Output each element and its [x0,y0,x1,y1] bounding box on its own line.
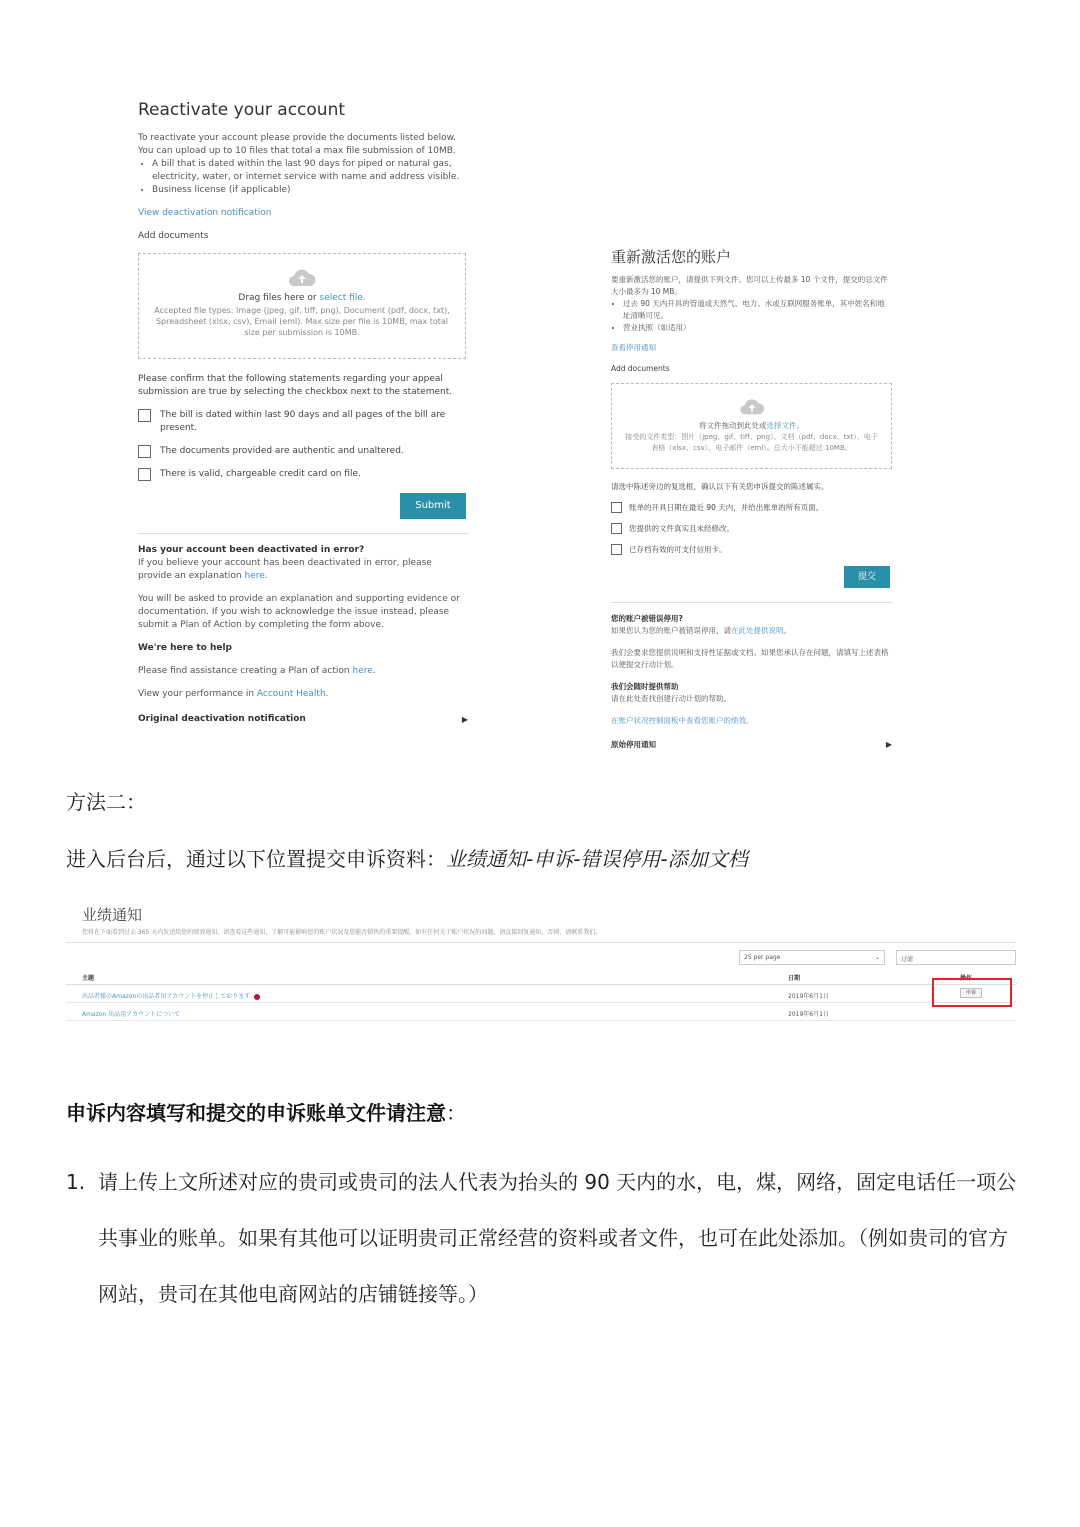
en-form-title: Reactivate your account [138,100,346,120]
en-original-notification-toggle[interactable] [138,713,468,726]
triangle-right-icon: ▶ [461,715,468,724]
cn-intro-text: 要重新激活您的账户，请提供下列文件。您可以上传最多 10 个文件，提交的总文件大小最多为 10 MB。 [611,275,888,296]
path-prefix: 进入后台后，通过以下位置提交申诉资料： [66,847,446,871]
cn-accepted-types: 接受的文件类型：图片（jpeg、gif、tiff、png）、文档（pdf、docx、txt）、电子表格（xlsx、csv）、电子邮件（eml）。总大小不能超过 10MB。 [625,433,878,452]
cn-perf-link[interactable]: 在账户状况控制面板中查看您账户的绩效。 [611,716,754,725]
filter-placeholder: 过滤 [901,956,914,963]
unread-dot-icon [254,994,260,1000]
en-add-documents-label: Add documents [138,231,209,241]
list-item-text: 请上传上文所述对应的贵司或贵司的法人代表为抬头的 90 天内的水，电，煤，网络，固定电话任一项公共事业的账单。如果有其他可以证明贵司正常经营的资料或者文件，也可在此处添加。（例如贵司的官方网站，贵司在其他电商网站的店铺链接等。） [98,1170,1017,1306]
appeal-button[interactable]: 申诉 [960,988,982,998]
en-checkbox-label: The documents provided are authentic and unaltered. [160,446,404,456]
en-checkbox-row[interactable] [138,445,468,458]
notification-subject-link[interactable] [82,991,260,1000]
cn-add-documents-label: Add documents [611,364,670,373]
en-drop-text: Drag files here or [238,293,317,303]
path-line [66,844,748,874]
checkbox[interactable] [138,468,151,481]
col-subject: 主题 [82,975,95,982]
cn-checkbox-label: 已存档有效的可支付信用卡。 [629,545,727,554]
en-original-label: Original deactivation notification [138,714,306,724]
checkbox[interactable] [611,502,622,513]
divider [138,533,468,534]
divider [66,942,1016,943]
filter-input[interactable] [896,950,1016,965]
en-intro-text: To reactivate your account please provide the documents listed below. You can upload up to 10 files that total a max file submission of 10MB. [138,133,457,156]
cn-drop-text: 将文件拖动到此处或 [699,421,767,430]
appeal-highlight-box [932,978,1012,1007]
en-help-title: We're here to help [138,643,232,653]
cn-original-notification-toggle[interactable] [611,739,892,751]
triangle-right-icon: ▶ [885,740,892,749]
cn-view-notification-link[interactable]: 查看停用通知 [611,343,656,352]
cloud-upload-icon [738,398,766,416]
notification-date: 2019年6月1日 [788,993,829,1000]
en-error-text-line: If you believe your account has been deactivated in error, please provide an explanation here. [138,558,432,581]
cn-checkbox-label: 账单的开具日期在最近 90 天内，并给出账单的所有页面。 [629,503,824,512]
en-select-file-link[interactable]: select file. [319,293,366,303]
en-plan-here-link[interactable]: here [352,666,373,676]
cn-error-text-line: 如果您认为您的账户被错误停用，请在此处提供说明。 [611,626,791,635]
en-accepted-types: Accepted file types: Image (jpeg, gif, tiff, png), Document (pdf, docx, txt), Spreadsheet (xlsx, csv), Email (eml). Max size per file is 10MB, max total size per submission is 10MB. [154,306,450,337]
cn-reactivate-form [611,246,892,751]
en-explain-text: You will be asked to provide an explanation and supporting evidence or documentation. If you wish to acknowledge the issue instead, please submit a Plan of Action by completing the form above. [138,594,460,630]
en-account-health-link[interactable]: Account Health [256,689,326,699]
checkbox[interactable] [611,523,622,534]
subject-text: 出品者様のAmazonの出品者用アカウントを停止しております [82,993,251,1000]
cn-checkbox-row[interactable] [611,523,892,535]
checkbox[interactable] [138,409,151,422]
en-submit-button[interactable]: Submit [400,493,466,519]
table-row [66,1003,1016,1021]
en-requirement-item: • A bill that is dated within the last 90 days for piped or natural gas, electricity, water, or internet service with name and address visible. [152,158,468,184]
chevron-down-icon: ⌄ [874,954,880,961]
notice-heading [66,1098,466,1128]
numbered-list-item [66,1154,1026,1322]
list-number: 1. [66,1170,86,1194]
en-perf-text: View your performance in [138,689,255,699]
cn-checkbox-row[interactable] [611,544,892,556]
table-header [66,969,1016,985]
en-perf-line: View your performance in Account Health. [138,689,329,699]
cn-confirm-text: 请选中陈述旁边的复选框，确认以下有关您申诉提交的陈述属实。 [611,482,829,491]
cn-error-here-link[interactable]: 在此处提供说明 [731,626,784,635]
performance-notifications-panel [66,904,1016,1028]
perf-description: 您将在下面看到过去 365 天内发送给您的绩效通知。请查看这些通知，了解可能影响您的账户状况及您能否销售的重要提醒。如有任何关于账户状况的问题，请直接回复通知。否则，请联系我们。 [82,929,602,936]
en-error-text: If you believe your account has been deactivated in error, please provide an explanation [138,558,432,581]
notice-heading-text: 申诉内容填写和提交的申诉账单文件请注意 [66,1101,446,1125]
cn-error-text: 如果您认为您的账户被错误停用，请 [611,626,731,635]
checkbox[interactable] [611,544,622,555]
en-help-text: Please find assistance creating a Plan of action [138,666,350,676]
table-row [66,985,1016,1003]
en-checkbox-row[interactable] [138,468,468,481]
perf-title: 业绩通知 [82,906,143,924]
en-checkbox-label: There is valid, chargeable credit card on file. [160,469,361,479]
path-breadcrumb: 业绩通知-申诉-错误停用-添加文档 [446,847,748,871]
en-reactivate-form [138,98,468,726]
en-drop-text-line [139,292,465,305]
method-two-label: 方法二： [66,790,146,814]
cloud-upload-icon [287,268,317,288]
notice-heading-colon: ： [446,1101,466,1125]
cn-explain-text: 我们会要求您提供说明和支持性证据或文档。如果您承认存在问题，请填写上述表格以便提交行动计划。 [611,648,889,669]
cn-select-file-link[interactable]: 选择文件。 [766,421,804,430]
en-checkbox-row[interactable] [138,409,468,435]
per-page-select[interactable] [739,950,885,965]
cn-original-label: 原始停用通知 [611,740,656,749]
cn-requirements-list [623,298,892,334]
checkbox[interactable] [138,445,151,458]
cn-error-question: 您的账户被错误停用? [611,614,683,623]
en-help-line: Please find assistance creating a Plan of action here. [138,666,376,676]
en-requirement-item: • Business license (if applicable) [152,184,468,197]
en-requirements-list [152,158,468,197]
col-date: 日期 [788,975,801,982]
cn-help-text: 请在此处查找创建行动计划的帮助。 [611,694,731,703]
notification-subject-link[interactable]: Amazon 出品用アカウントについて [82,1011,180,1018]
notification-date: 2019年6月1日 [788,1011,829,1018]
en-view-notification-link[interactable]: View deactivation notification [138,208,272,218]
cn-help-title: 我们会随时提供帮助 [611,682,679,691]
cn-form-title: 重新激活您的账户 [611,248,732,266]
en-here-link[interactable]: here [244,571,265,581]
cn-requirement-item: • 营业执照（如适用） [623,322,892,334]
en-error-question: Has your account been deactivated in error? [138,545,365,555]
en-confirm-text: Please confirm that the following statements regarding your appeal submission are true by selecting the checkbox next to the statement. [138,374,453,397]
per-page-value: 25 per page [744,954,781,961]
cn-file-drop-zone[interactable] [611,383,892,469]
cn-checkbox-label: 您提供的文件真实且未经修改。 [629,524,734,533]
divider [611,602,892,603]
col-action: 操作 [960,975,973,982]
cn-submit-button[interactable]: 提交 [844,566,890,588]
cn-requirement-item: • 过去 90 天内开具的管道或天然气、电力、水或互联网服务账单，其中姓名和地址清晰可见。 [623,298,892,322]
cn-drop-text-line [612,420,891,432]
cn-checkbox-row[interactable] [611,502,892,514]
en-file-drop-zone[interactable] [138,253,466,359]
en-checkbox-label: The bill is dated within last 90 days and all pages of the bill are present. [160,410,446,433]
